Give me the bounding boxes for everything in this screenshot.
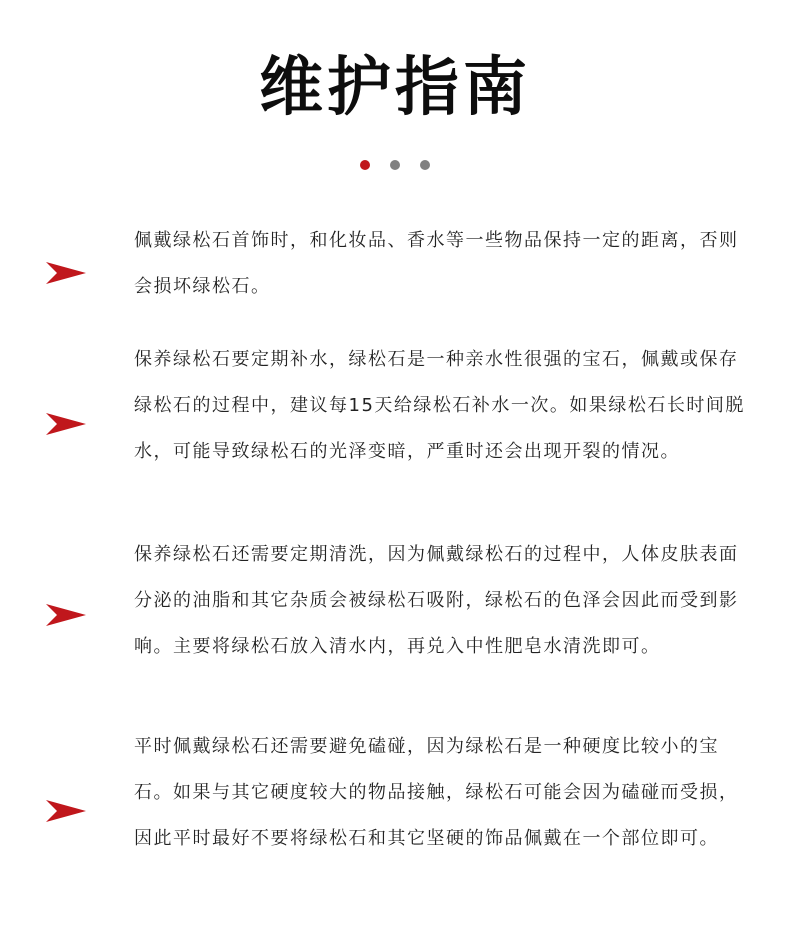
tip-text: 平时佩戴绿松石还需要避免磕碰，因为绿松石是一种硬度比较小的宝石。如果与其它硬度较大的物品接触，绿松石可能会因为磕碰而受损，因此平时最好不要将绿松石和其它坚硬的饰品佩戴在一个部位即可。	[134, 736, 739, 849]
red-arrow-pointer-icon	[46, 413, 86, 435]
pagination-dots	[0, 160, 790, 170]
red-arrow-pointer-icon	[46, 800, 86, 822]
tip-text: 佩戴绿松石首饰时，和化妆品、香水等一些物品保持一定的距离，否则会损坏绿松石。	[134, 230, 739, 297]
pagination-dot-1	[360, 160, 370, 170]
pagination-dot-2	[390, 160, 400, 170]
tip-item	[0, 337, 790, 521]
red-arrow-pointer-icon	[46, 262, 86, 284]
pagination-dot-3	[420, 160, 430, 170]
tip-text: 保养绿松石要定期补水，绿松石是一种亲水性很强的宝石，佩戴或保存绿松石的过程中，建议每15天给绿松石补水一次。如果绿松石长时间脱水，可能导致绿松石的光泽变暗，严重时还会出现开裂的情况。	[134, 349, 745, 462]
tip-item	[0, 532, 790, 716]
page-title: 维护指南	[259, 50, 531, 125]
tip-text: 保养绿松石还需要定期清洗，因为佩戴绿松石的过程中，人体皮肤表面分泌的油脂和其它杂质会被绿松石吸附，绿松石的色泽会因此而受到影响。主要将绿松石放入清水内，再兑入中性肥皂水清洗即可。	[134, 544, 739, 657]
tip-item	[0, 724, 790, 908]
tip-item	[0, 218, 790, 310]
red-arrow-pointer-icon	[46, 604, 86, 626]
